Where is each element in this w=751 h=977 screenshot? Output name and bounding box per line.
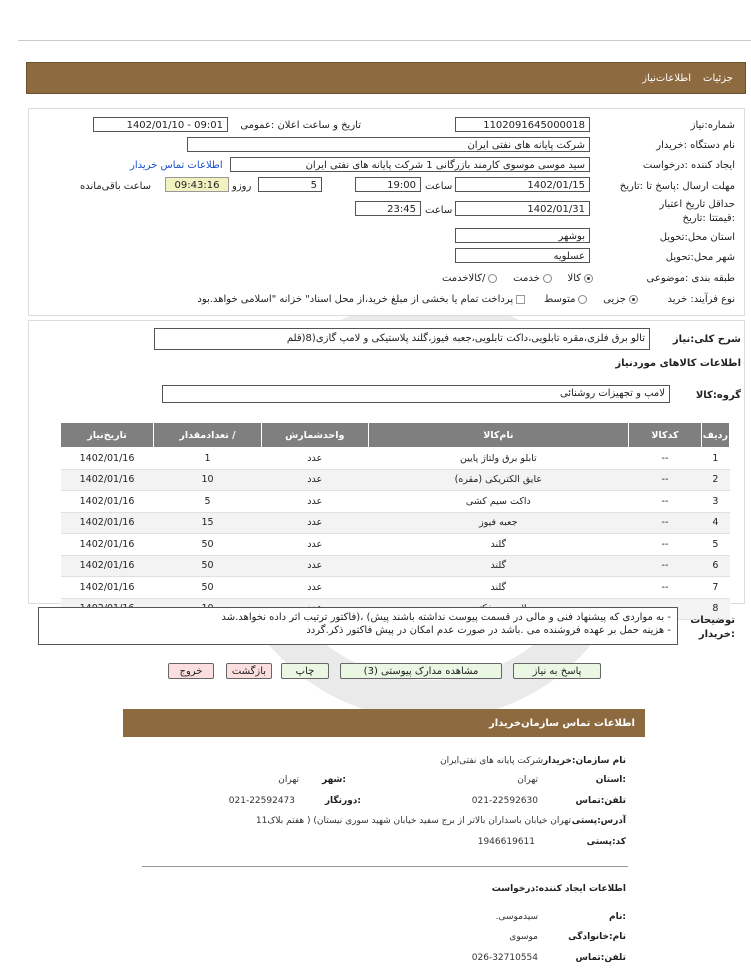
page-title-bar bbox=[26, 62, 746, 94]
announce-date-label: تاریخ و ساعت اعلان :عمومی bbox=[240, 120, 361, 131]
contact-province-value: تهران bbox=[517, 775, 538, 785]
deadline-date-field: 1402/01/15 bbox=[455, 177, 590, 192]
cell-goods-code: -- bbox=[629, 555, 702, 577]
buyer-notes-label: توضیحات :خریدار bbox=[690, 615, 735, 640]
province-label: استان محل:تحویل bbox=[659, 232, 735, 243]
creator-label: ایجاد کننده :درخواست bbox=[642, 160, 735, 171]
cell-unit: عدد bbox=[261, 491, 368, 513]
table-row bbox=[61, 512, 730, 534]
col-header-row: ردیف bbox=[701, 423, 729, 448]
table-row bbox=[61, 448, 730, 470]
creator-name-value: سیدموسی. bbox=[495, 912, 538, 922]
validity-date-field: 1402/01/31 bbox=[455, 201, 590, 216]
contact-fax-label: :دورنگار bbox=[324, 796, 361, 806]
contact-city-value: تهران bbox=[278, 775, 299, 785]
creator-phone-value: 026-32710554 bbox=[471, 953, 538, 963]
table-row bbox=[61, 491, 730, 513]
creator-section-title: اطلاعات ایجاد کننده:درخواست bbox=[491, 884, 626, 894]
cell-quantity: 50 bbox=[154, 534, 262, 556]
col-header-name: نام‌کالا bbox=[368, 423, 629, 448]
payment-note: پرداخت تمام یا بخشی از مبلغ خرید،از محل اسناد" خزانه "اسلامی خواهد.بود bbox=[197, 294, 514, 305]
cell-quantity: 1 bbox=[154, 448, 262, 470]
breadcrumb-details[interactable]: جزئیات bbox=[703, 72, 733, 84]
cell-row-number: 8 bbox=[701, 598, 729, 620]
col-header-code: کدکالا bbox=[629, 423, 702, 448]
table-header-row bbox=[61, 423, 730, 448]
cell-goods-code: -- bbox=[629, 534, 702, 556]
cell-goods-name: تابلو برق ولتاژ پایین bbox=[368, 448, 629, 470]
goods-info-title: اطلاعات کالاهای موردنیاز bbox=[615, 358, 741, 369]
cell-quantity: 10 bbox=[154, 469, 262, 491]
creator-field: سید موسی موسوی کارمند بازرگانی 1 شرکت پایانه های نفتی ایران bbox=[230, 157, 590, 172]
cell-goods-name: گلند bbox=[368, 577, 629, 599]
province-field: بوشهر bbox=[455, 228, 590, 243]
days-label: روزو bbox=[232, 181, 252, 192]
contact-org-label: نام سازمان:خریدار bbox=[542, 756, 626, 766]
cell-row-number: 1 bbox=[701, 448, 729, 470]
cell-goods-code: -- bbox=[629, 577, 702, 599]
contact-city-label: :شهر bbox=[322, 775, 346, 785]
announce-date-field: 1402/01/10 - 09:01 bbox=[93, 117, 228, 132]
proc-medium-label: متوسط bbox=[544, 294, 576, 305]
goods-table bbox=[60, 422, 730, 620]
cell-need-date: 1402/01/16 bbox=[61, 512, 154, 534]
deadline-time-label: ساعت bbox=[425, 181, 453, 192]
creator-family-value: موسوی bbox=[509, 932, 538, 942]
contact-province-label: :استان bbox=[595, 775, 626, 785]
category-options bbox=[442, 273, 596, 284]
cat-goods-label: کالا bbox=[567, 273, 581, 284]
validity-time-field: 23:45 bbox=[355, 201, 421, 216]
cell-need-date: 1402/01/16 bbox=[61, 555, 154, 577]
contact-divider bbox=[142, 866, 628, 867]
summary-field: تالو برق فلزی،مقره تابلویی،داکت تابلویی،جعبه فیوز،گلند پلاستیکی و لامپ گازی(8(قلم bbox=[154, 328, 650, 350]
reply-button[interactable]: پاسخ به نیاز bbox=[513, 663, 601, 679]
cell-goods-name: عایق الکتریکی (مقره) bbox=[368, 469, 629, 491]
cell-need-date: 1402/01/16 bbox=[61, 577, 154, 599]
cell-need-date: 1402/01/16 bbox=[61, 448, 154, 470]
cell-quantity: 50 bbox=[154, 577, 262, 599]
cat-service-label: خدمت bbox=[513, 273, 540, 284]
cell-row-number: 3 bbox=[701, 491, 729, 513]
process-label: نوع فرآیند: خرید bbox=[667, 294, 735, 305]
cell-goods-name: گلند bbox=[368, 534, 629, 556]
creator-phone-label: تلفن:تماس bbox=[575, 953, 626, 963]
goods-group-field: لامپ و تجهیزات روشنائی bbox=[162, 385, 670, 403]
deadline-label: مهلت ارسال :پاسخ تا :تاریخ bbox=[619, 181, 735, 192]
cell-goods-code: -- bbox=[629, 491, 702, 513]
cell-unit: عدد bbox=[261, 512, 368, 534]
buyer-notes-box bbox=[38, 607, 678, 645]
city-field: عسلویه bbox=[455, 248, 590, 263]
buyer-note-line-2: - هزینه حمل بر عهده فروشنده می .باشد در صورت عدم امکان در پیش فاکتور ذکر.گردد bbox=[306, 625, 671, 636]
days-field: 5 bbox=[258, 177, 322, 192]
buyer-contact-link[interactable]: اطلاعات تماس خریدار bbox=[130, 160, 223, 171]
cell-need-date: 1402/01/16 bbox=[61, 469, 154, 491]
col-header-unit: واحدشمارش bbox=[261, 423, 368, 448]
deadline-time-field: 19:00 bbox=[355, 177, 421, 192]
cell-unit: عدد bbox=[261, 555, 368, 577]
contact-fax-value: 021-22592473 bbox=[228, 796, 295, 806]
proc-partial-label: جزیی bbox=[603, 294, 626, 305]
process-options bbox=[197, 294, 641, 305]
cell-unit: عدد bbox=[261, 448, 368, 470]
cell-unit: عدد bbox=[261, 577, 368, 599]
cell-need-date: 1402/01/16 bbox=[61, 534, 154, 556]
exit-button[interactable]: خروج bbox=[168, 663, 214, 679]
contact-title-text: اطلاعات تماس سازمان‌خریدار bbox=[488, 717, 635, 729]
need-number-field: 1102091645000018 bbox=[455, 117, 590, 132]
buyer-org-field: شرکت پایانه های نفتی ایران bbox=[187, 137, 590, 152]
remaining-time-label: ساعت باقی‌مانده bbox=[80, 181, 152, 192]
buyer-note-line-1: - به مواردی که پیشنهاد فنی و مالی در قسمت پیوست نداشته باشند پیش) ،(فاکتور ترتیب اثر داده نخواهد.شد bbox=[221, 612, 671, 623]
view-attachments-button[interactable]: مشاهده مدارک پیوستی (3) bbox=[340, 663, 502, 679]
cell-goods-name: جعبه فیوز bbox=[368, 512, 629, 534]
cell-goods-code: -- bbox=[629, 448, 702, 470]
remaining-time-field: 09:43:16 bbox=[165, 177, 229, 192]
contact-org-value: شرکت پایانه های نفتی‌ایران bbox=[440, 756, 543, 766]
contact-phone-label: تلفن:تماس bbox=[575, 796, 626, 806]
back-button[interactable]: بازگشت bbox=[226, 663, 272, 679]
cell-quantity: 15 bbox=[154, 512, 262, 534]
top-divider bbox=[18, 40, 751, 41]
cell-unit: عدد bbox=[261, 534, 368, 556]
city-label: شهر محل:تحویل bbox=[665, 252, 735, 263]
goods-group-label: گروه:کالا bbox=[695, 390, 741, 401]
col-header-date: تاریخ‌نیاز bbox=[61, 423, 154, 448]
cell-goods-name: گلند bbox=[368, 555, 629, 577]
contact-address-value: تهران خیابان باسداران بالاتر از برج سفید خیابان شهید سوری نیستان) ( هفتم بلاک11 bbox=[255, 816, 571, 826]
validity-time-label: ساعت bbox=[425, 205, 453, 216]
cell-row-number: 2 bbox=[701, 469, 729, 491]
radio-service[interactable] bbox=[543, 274, 552, 283]
cell-quantity: 5 bbox=[154, 491, 262, 513]
category-label: طبقه بندی :موضوعی bbox=[646, 273, 735, 284]
cell-goods-name: داکت سیم کشی bbox=[368, 491, 629, 513]
radio-medium[interactable] bbox=[578, 295, 587, 304]
contact-postal-value: 1946619611 bbox=[477, 837, 535, 847]
summary-label: شرح کلی:نیاز bbox=[672, 334, 741, 345]
contact-section-title bbox=[123, 709, 645, 737]
cell-row-number: 7 bbox=[701, 577, 729, 599]
contact-postal-label: کد:پستی bbox=[586, 837, 626, 847]
contact-phone-value: 021-22592630 bbox=[471, 796, 538, 806]
validity-label: حداقل تاریخ اعتبار :قیمتتا :تاریخ bbox=[659, 199, 735, 224]
cell-row-number: 5 bbox=[701, 534, 729, 556]
contact-address-label: آدرس:پستی bbox=[571, 816, 626, 826]
table-row bbox=[61, 577, 730, 599]
cell-quantity: 50 bbox=[154, 555, 262, 577]
cell-goods-code: -- bbox=[629, 469, 702, 491]
col-header-qty: / تعدادمقدار bbox=[154, 423, 262, 448]
table-row bbox=[61, 534, 730, 556]
need-number-label: شماره:نیاز bbox=[690, 120, 735, 131]
creator-family-label: نام:خانوادگی bbox=[568, 932, 626, 942]
buyer-org-label: نام دستگاه :خریدار bbox=[656, 140, 735, 151]
cell-goods-code: -- bbox=[629, 512, 702, 534]
print-button[interactable]: چاپ bbox=[281, 663, 329, 679]
radio-goods-service[interactable] bbox=[488, 274, 497, 283]
table-row bbox=[61, 469, 730, 491]
cell-row-number: 4 bbox=[701, 512, 729, 534]
creator-name-label: :نام bbox=[609, 912, 626, 922]
breadcrumb-need-info[interactable]: اطلاعات‌نیاز bbox=[642, 72, 692, 84]
radio-partial[interactable] bbox=[629, 295, 638, 304]
cell-need-date: 1402/01/16 bbox=[61, 491, 154, 513]
table-row bbox=[61, 555, 730, 577]
cell-unit: عدد bbox=[261, 469, 368, 491]
cat-goods-service-label: /کالاخدمت bbox=[441, 273, 486, 284]
payment-checkbox[interactable] bbox=[516, 295, 525, 304]
cell-row-number: 6 bbox=[701, 555, 729, 577]
radio-goods[interactable] bbox=[584, 274, 593, 283]
